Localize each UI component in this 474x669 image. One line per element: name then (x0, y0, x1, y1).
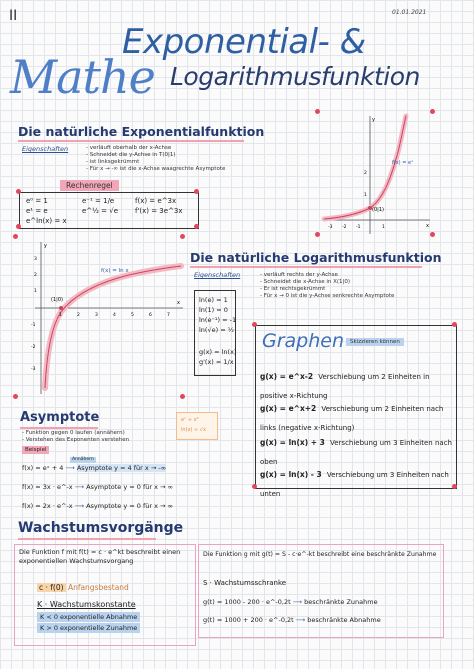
ln-tick: 6 (149, 313, 152, 318)
ln-prop: - Für x → 0 ist die y-Achse senkrechte Asymptote (260, 293, 394, 300)
sticky-line: eˣ ≈ x³ (181, 417, 199, 423)
exp-rule: e^½ = √e (82, 207, 119, 215)
corner-marker (13, 234, 18, 239)
graphen-desc: Verschiebung um 2 Einheiten in positive x-Richtung (260, 373, 430, 400)
exp-heading-underline (18, 140, 244, 142)
ln-tick: 3 (34, 257, 37, 262)
graphen-item (260, 462, 452, 500)
corner-marker (430, 232, 435, 237)
wachstum-example-formula: g(t) = 1000 - 200 · e^-0,2t (203, 598, 291, 606)
asymptote-desc (22, 430, 129, 444)
s-label: S · Wachstumsschranke (203, 579, 287, 587)
c-row (37, 583, 129, 593)
asymptote-desc-line: - Funktion gegen 0 laufen (annähern) (22, 430, 129, 437)
ln-rule: ln(e) = 1 (199, 296, 228, 304)
ln-rule: g'(x) = 1/x (199, 358, 234, 366)
exp-tick: -2 (342, 225, 347, 230)
ln-prop: - verläuft rechts der y-Achse (260, 272, 394, 279)
wachstum-right-text: Die Funktion g mit g(t) = S - c·e^-kt beschreibt eine beschränkte Zunahme (203, 551, 437, 558)
arrow-icon: ⟶ (295, 616, 308, 624)
exp-rules-box (19, 192, 199, 229)
ln-curve (45, 266, 181, 388)
arrow-icon: ⟶ (65, 464, 77, 472)
exp-rule: e¹ = e (26, 207, 48, 215)
graphen-tag: Skizzieren können (346, 338, 404, 346)
ln-tick: 2 (77, 313, 80, 318)
exp-tick: 2 (364, 171, 367, 176)
corner-marker (16, 224, 21, 229)
exp-point-label: (0|1) (372, 207, 384, 213)
ln-tick: 2 (34, 273, 37, 278)
exp-eig-label: Eigenschaften (22, 145, 69, 153)
exp-tick: -3 (328, 225, 333, 230)
corner-marker (180, 234, 185, 239)
wachstum-example (203, 597, 378, 607)
ln-tick: -3 (31, 367, 36, 372)
arrow-icon: ⟶ (74, 483, 87, 491)
ln-tick: 7 (167, 313, 170, 318)
exp-prop: - ist linksgekrümmt (86, 159, 225, 166)
ln-graph (15, 238, 187, 398)
asymptote-heading-underline (20, 427, 98, 429)
corner-marker (13, 394, 18, 399)
subject-title: Mathe (10, 50, 155, 104)
corner-marker (16, 189, 21, 194)
ln-tick: 5 (131, 313, 134, 318)
asymptote-example-formula: f(x) = eˣ + 4 (22, 464, 64, 472)
corner-marker (315, 109, 320, 114)
exp-curve-label: f(x) = eˣ (392, 160, 414, 166)
ln-eig-label: Eigenschaften (194, 271, 241, 279)
ln-rule: g(x) = ln(x) (199, 348, 237, 356)
exp-heading: Die natürliche Exponentialfunktion (18, 124, 265, 139)
exp-prop: - verläuft oberhalb der x-Achse (86, 145, 225, 152)
c-desc: Anfangsbestand (67, 583, 129, 592)
graphen-desc: Verschiebung um 3 Einheiten nach unten (260, 471, 449, 498)
corner-marker (194, 189, 199, 194)
corner-marker (252, 322, 257, 327)
exp-prop: - Schneidet die y-Achse in T(0|1) (86, 152, 225, 159)
page-title-line2: Logarithmusfunktion (170, 62, 420, 91)
c-label: c · f(0) (39, 583, 64, 592)
asymptote-example (22, 501, 173, 511)
ln-point-label: (1|0) (51, 297, 63, 303)
corner-marker (430, 109, 435, 114)
ln-highlight (45, 266, 181, 388)
exp-rule: e^ln(x) = x (26, 217, 67, 225)
wachstum-example-desc: beschränkte Abnahme (307, 616, 381, 624)
corner-marker (180, 394, 185, 399)
asymptote-example-desc: Asymptote y = 0 für x → ∞ (86, 502, 173, 510)
date-text: 01.01.2021 (392, 9, 427, 16)
wachstum-left-text: Die Funktion f mit f(t) = c · e^kt beschreibt einen exponentiellen Wachstumsvorgang (19, 548, 181, 565)
corner-marker (452, 322, 457, 327)
rules-tag (60, 180, 119, 191)
corner-marker (315, 232, 320, 237)
ln-axis-y-label: y (44, 243, 47, 249)
corner-marker (194, 224, 199, 229)
exp-tick: 1 (364, 193, 367, 198)
graphen-formula: g(x) = ln(x) + 3 (260, 438, 325, 447)
ln-intercept-point (59, 306, 63, 310)
wachstum-left-box (14, 544, 196, 646)
ln-rule: ln(e⁻¹) = -1 (199, 316, 237, 324)
ln-rule: ln(1) = 0 (199, 306, 228, 314)
ln-heading-underline (190, 266, 422, 268)
ln-tick: 1 (59, 313, 62, 318)
wachstum-heading: Wachstumsvorgänge (18, 520, 184, 536)
exp-rule: e⁻¹ = 1/e (82, 197, 115, 205)
ln-tick: 4 (113, 313, 116, 318)
graphen-title: Graphen (262, 330, 345, 352)
asymptote-heading: Asymptote (20, 410, 100, 425)
k-label: K · Wachstumskonstante (37, 600, 136, 609)
ln-properties (260, 272, 394, 300)
wachstum-heading-underline (18, 538, 156, 540)
ln-tick: 1 (34, 289, 37, 294)
graphen-box (255, 325, 457, 498)
graphen-formula: g(x) = e^x+2 (260, 404, 317, 413)
corner-marker (252, 484, 257, 489)
ln-curve-label: f(x) = ln x (101, 268, 129, 274)
exp-rule: f'(x) = 3e^3x (135, 207, 183, 215)
asymptote-example-formula: f(x) = 3x · e^-x (22, 483, 73, 491)
asymptote-example (22, 482, 173, 492)
exp-rule: f(x) = e^3x (135, 197, 177, 205)
asymptote-desc-line: - Verstehen des Exponenten verstehen (22, 437, 129, 444)
exp-axis-x-label: x (426, 223, 429, 229)
exp-graph (318, 112, 434, 238)
ln-tick: -1 (31, 323, 36, 328)
exp-tick: 1 (382, 225, 385, 230)
sticky-line: ln(x) ≈ √x (181, 427, 206, 433)
graphen-desc: Verschiebung um 3 Einheiten nach oben (260, 439, 452, 466)
corner-marker (452, 484, 457, 489)
wachstum-right-box (198, 544, 444, 638)
k-pos: K > 0 exponentielle Zunahme (37, 623, 140, 633)
graphen-desc: Verschiebung um 2 Einheiten nach links (negative x-Richtung) (260, 405, 444, 432)
graphen-formula: g(x) = e^x-2 (260, 372, 314, 381)
asymptote-tag: Beispiel (22, 446, 49, 454)
roman-numeral: II (9, 8, 18, 24)
exp-prop: - Für x → -∞ ist die x-Achse waagrechte Asymptote (86, 166, 225, 173)
arrow-icon: ⟶ (74, 502, 87, 510)
ln-heading: Die natürliche Logarithmusfunktion (190, 250, 442, 265)
graphen-item (260, 396, 452, 434)
asymptote-example-formula: f(x) = 2x · e^-x (22, 502, 73, 510)
wachstum-example-desc: beschränkte Zunahme (304, 598, 378, 606)
ln-prop: - Schneidet die x-Achse in X(1|0) (260, 279, 394, 286)
rules-label: Rechenregel (66, 181, 113, 190)
asymptote-example-desc: Asymptote y = 0 für x → ∞ (86, 483, 173, 491)
asymptote-example (22, 463, 166, 473)
sticky-note (176, 412, 218, 440)
exp-curve (324, 116, 406, 219)
page-title-line1: Exponential- & (122, 22, 366, 62)
ln-axis-x-label: x (177, 300, 180, 306)
ln-tick: 3 (95, 313, 98, 318)
ln-rule: ln(√e) = ½ (199, 326, 235, 334)
k-neg: K < 0 exponentielle Abnahme (37, 612, 140, 622)
wachstum-example (203, 615, 381, 625)
ln-rules-box (194, 290, 236, 376)
wachstum-example-formula: g(t) = 1000 + 200 · e^-0,2t (203, 616, 294, 624)
arrow-icon: ⟶ (292, 598, 305, 606)
exp-properties (86, 145, 225, 173)
ln-tick: -2 (31, 345, 36, 350)
exp-axis-y-label: y (372, 117, 375, 123)
asymptote-mini-tag: Annähern (72, 457, 94, 462)
exp-rule: e⁰ = 1 (26, 197, 48, 205)
exp-tick: -1 (356, 225, 361, 230)
graphen-formula: g(x) = ln(x) - 3 (260, 470, 322, 479)
ln-prop: - Er ist rechtsgekrümmt (260, 286, 394, 293)
asymptote-example-desc: Asymptote y = 4 für x → -∞ (76, 464, 167, 472)
